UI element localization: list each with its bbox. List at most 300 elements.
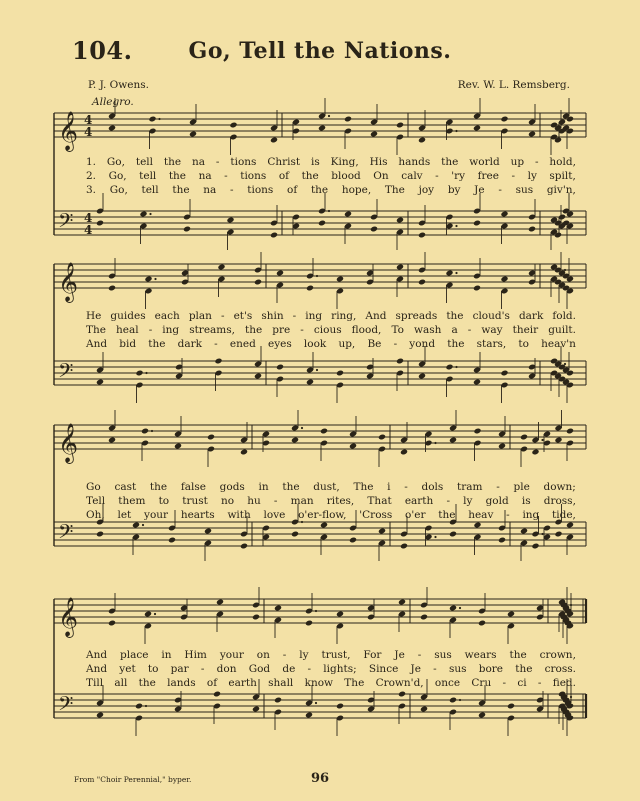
- lyric-syllable: crown,: [539, 649, 576, 661]
- lyric-syllable: stars,: [476, 338, 507, 350]
- note-head: [398, 599, 406, 606]
- lyric-syllable: yet: [119, 663, 136, 675]
- note-head: [473, 285, 481, 292]
- lyric-syllable: sus: [515, 184, 534, 196]
- bass-clef-icon: 𝄢: [58, 209, 74, 237]
- dot: [541, 439, 543, 441]
- note-head: [520, 434, 528, 441]
- lyric-syllable: -: [498, 184, 502, 196]
- dot: [459, 699, 461, 701]
- lyric-syllable: by: [447, 184, 461, 196]
- note-head: [132, 522, 140, 529]
- lyric-syllable: -: [307, 663, 312, 675]
- lyric-syllable: 2.: [86, 170, 97, 182]
- dot: [315, 610, 317, 612]
- note-head: [507, 611, 515, 618]
- lyric-syllable: ing: [522, 509, 540, 521]
- note-head: [305, 712, 313, 719]
- lyric-syllable: the: [509, 649, 527, 661]
- lyric-syllable: Go,: [106, 156, 125, 168]
- lyric-syllable: free: [477, 170, 499, 182]
- note-head: [207, 434, 215, 441]
- lyric-syllable: hold,: [549, 156, 576, 168]
- note-head: [378, 434, 386, 441]
- note-head: [449, 437, 457, 444]
- lyric-syllable: rites,: [326, 495, 355, 507]
- note-head: [473, 522, 481, 529]
- note-head: [420, 614, 428, 621]
- source-credit: From "Choir Perennial," byper.: [74, 775, 192, 784]
- lyric-syllable: lands: [167, 677, 196, 689]
- note-head: [349, 537, 357, 544]
- lyric-syllable: cast: [114, 481, 137, 493]
- note-head: [141, 428, 149, 435]
- lyric-syllable: the: [138, 677, 156, 689]
- note-head: [217, 264, 225, 271]
- note-head: [554, 437, 562, 444]
- dot: [315, 702, 317, 704]
- lyric-syllable: -: [282, 649, 287, 661]
- lyric-syllable: plan: [188, 310, 212, 322]
- note-head: [396, 264, 404, 271]
- note-head: [144, 611, 152, 618]
- note-head: [240, 543, 248, 550]
- dot: [142, 524, 144, 526]
- lyric-syllable: Till: [86, 677, 104, 689]
- note-head: [500, 370, 508, 377]
- lyric-syllable: don: [216, 663, 237, 675]
- note-head: [344, 116, 352, 123]
- dot: [328, 210, 330, 212]
- note-head: [473, 220, 481, 227]
- lyric-syllable: -: [446, 495, 450, 507]
- lyric-syllable: And: [86, 663, 108, 675]
- lyric-syllable: earth: [404, 495, 434, 507]
- lyric-syllable: the: [163, 156, 182, 168]
- lyric-syllable: yond: [409, 338, 436, 350]
- lyric-syllable: ple: [513, 481, 530, 493]
- lyric-syllable: to: [158, 495, 170, 507]
- lyric-syllable: in: [161, 649, 172, 661]
- verse-line: [86, 481, 576, 494]
- lyric-syllable: -: [215, 156, 220, 168]
- bass-clef-icon: 𝄢: [58, 359, 74, 387]
- hymn-title: Go, Tell the Nations.: [188, 38, 452, 64]
- lyric-syllable: your: [144, 509, 169, 521]
- lyric-syllable: tide,: [552, 509, 576, 521]
- lyric-syllable: Since: [368, 663, 399, 675]
- lyric-syllable: The: [344, 677, 365, 689]
- lyric-syllable: -: [404, 481, 408, 493]
- lyric-syllable: trust: [182, 495, 208, 507]
- note-head: [520, 528, 528, 535]
- note-head: [396, 358, 404, 365]
- lyric-syllable: the: [148, 338, 166, 350]
- lyric-syllable: He: [86, 310, 102, 322]
- lyric-syllable: on: [256, 649, 270, 661]
- note-head: [396, 217, 404, 224]
- lyric-syllable: calv: [401, 170, 423, 182]
- lyric-syllable: Go,: [109, 184, 128, 196]
- note-head: [566, 522, 574, 529]
- lyric-syllable: cross.: [544, 663, 576, 675]
- note-head: [500, 276, 508, 283]
- lyric-syllable: 'ry: [451, 170, 466, 182]
- lyric-syllable: up: [510, 156, 525, 168]
- lyric-syllable: sus: [448, 663, 467, 675]
- lyric-syllable: ly: [463, 495, 473, 507]
- lyric-syllable: -: [534, 156, 539, 168]
- note-head: [344, 211, 352, 218]
- verse-line: [86, 649, 576, 662]
- lyric-syllable: way: [481, 324, 503, 336]
- lyric-syllable: the: [310, 184, 329, 196]
- lyric-syllable: ly: [299, 649, 309, 661]
- verse-line: [86, 156, 576, 169]
- lyric-syllable: hope,: [341, 184, 372, 196]
- note-head: [108, 125, 116, 132]
- lyric-syllable: God: [248, 663, 271, 675]
- note-head: [214, 358, 222, 365]
- lyric-syllable: i: [387, 481, 391, 493]
- note-head: [135, 703, 143, 710]
- lyric-syllable: cloud's: [472, 310, 510, 322]
- lyric-syllable: Crown'd,: [375, 677, 424, 689]
- lyric-syllable: o'er: [405, 509, 426, 521]
- lyric-syllable: know: [304, 677, 334, 689]
- lyric-syllable: heav'n: [541, 338, 576, 350]
- dot: [455, 225, 457, 227]
- lyric-syllable: -: [435, 170, 439, 182]
- lyric-syllable: The: [384, 184, 405, 196]
- treble-time-signature-bottom: 4: [84, 125, 93, 139]
- lyric-syllable: -: [229, 184, 234, 196]
- lyric-syllable: The: [353, 481, 374, 493]
- lyric-syllable: guides: [110, 310, 146, 322]
- dot: [459, 607, 461, 609]
- note-head: [336, 611, 344, 618]
- treble-clef-icon: 𝄞: [58, 597, 79, 637]
- verse-line: [86, 310, 576, 323]
- lyric-syllable: -: [506, 509, 510, 521]
- lyric-syllable: tions: [240, 170, 267, 182]
- dot: [455, 272, 457, 274]
- author-credit: Rev. W. L. Remsberg.: [457, 79, 570, 91]
- bass-time-signature-top: 4: [84, 211, 93, 225]
- lyric-syllable: Christ: [267, 156, 301, 168]
- lyric-syllable: the: [168, 170, 187, 182]
- note-head: [449, 697, 457, 704]
- lyric-syllable: Je: [410, 663, 421, 675]
- lyric-syllable: to: [518, 338, 529, 350]
- lyric-syllable: dark: [518, 310, 544, 322]
- note-head: [306, 379, 314, 386]
- lyric-syllable: dols: [421, 481, 444, 493]
- lyric-syllable: bid: [119, 338, 137, 350]
- note-head: [148, 116, 156, 123]
- lyric-syllable: the: [282, 481, 300, 493]
- note-head: [378, 528, 386, 535]
- note-head: [254, 373, 262, 380]
- lyric-syllable: up,: [338, 338, 356, 350]
- note-head: [135, 370, 143, 377]
- note-head: [254, 279, 262, 286]
- note-head: [336, 276, 344, 283]
- lyric-syllable: -: [511, 170, 516, 182]
- bass-clef-icon: 𝄢: [58, 520, 74, 548]
- lyric-syllable: -: [292, 310, 297, 322]
- lyric-syllable: to: [147, 663, 159, 675]
- note-head: [306, 285, 314, 292]
- lyric-syllable: Tell: [86, 495, 106, 507]
- lyric-syllable: And: [86, 338, 108, 350]
- verse-line: [86, 184, 576, 197]
- dot: [151, 430, 153, 432]
- note-head: [445, 364, 453, 371]
- lyric-syllable: et's: [233, 310, 253, 322]
- lyric-syllable: tell: [139, 170, 157, 182]
- lyric-syllable: false: [180, 481, 206, 493]
- lyric-syllable: na: [198, 170, 212, 182]
- lyric-syllable: -: [273, 495, 278, 507]
- note-head: [449, 605, 457, 612]
- dot: [434, 442, 436, 444]
- lyric-syllable: tions: [230, 156, 257, 168]
- treble-clef-icon: 𝄞: [58, 111, 79, 151]
- dot: [158, 118, 160, 120]
- lyric-syllable: gold: [485, 495, 509, 507]
- lyric-syllable: bore: [478, 663, 503, 675]
- lyric-syllable: heal: [116, 324, 139, 336]
- note-head: [554, 531, 562, 538]
- lyric-syllable: Go: [86, 481, 101, 493]
- note-head: [318, 220, 326, 227]
- note-head: [418, 373, 426, 380]
- lyric-syllable: 1.: [86, 156, 97, 168]
- lyric-syllable: eyes: [267, 338, 292, 350]
- lyric-syllable: of: [287, 184, 298, 196]
- lyric-syllable: o'er-flow,: [298, 509, 347, 521]
- lyric-syllable: ring,: [331, 310, 357, 322]
- note-head: [398, 691, 406, 698]
- note-head: [229, 122, 237, 129]
- lyric-syllable: fold.: [552, 310, 576, 322]
- lyric-syllable: dark: [177, 338, 202, 350]
- lyric-syllable: giv'n,: [546, 184, 576, 196]
- lyric-syllable: Cru: [471, 677, 492, 689]
- note-head: [400, 543, 408, 550]
- note-head: [108, 285, 116, 292]
- lyric-syllable: na: [192, 156, 206, 168]
- note-head: [108, 620, 116, 627]
- note-head: [349, 443, 357, 450]
- lyric-syllable: -: [393, 338, 398, 350]
- lyric-syllable: the: [149, 481, 168, 493]
- lyric-syllable: once: [434, 677, 461, 689]
- tempo-marking: Allegro.: [92, 96, 134, 108]
- dot: [316, 369, 318, 371]
- treble-clef-icon: 𝄞: [58, 423, 79, 463]
- lyric-syllable: -: [220, 310, 225, 322]
- lyric-syllable: -: [214, 338, 218, 350]
- lyric-syllable: And: [86, 649, 108, 661]
- note-head: [400, 449, 408, 456]
- dot: [145, 372, 147, 374]
- lyric-syllable: man: [290, 495, 314, 507]
- lyric-syllable: tell: [135, 156, 154, 168]
- treble-time-signature-top: 4: [84, 113, 93, 127]
- lyric-syllable: 'Cross: [359, 509, 393, 521]
- lyric-syllable: with: [227, 509, 251, 521]
- lyric-syllable: hands: [398, 156, 431, 168]
- lyric-syllable: Oh,: [86, 509, 105, 521]
- note-head: [500, 116, 508, 123]
- note-head: [226, 217, 234, 224]
- lyric-syllable: -: [300, 324, 304, 336]
- dot: [564, 363, 566, 365]
- note-head: [174, 443, 182, 450]
- note-head: [276, 364, 284, 371]
- note-head: [528, 131, 536, 138]
- lyric-syllable: love: [263, 509, 286, 521]
- lyric-syllable: spreads: [395, 310, 438, 322]
- lyric-syllable: the: [515, 663, 533, 675]
- lyric-syllable: For: [363, 649, 382, 661]
- note-head: [498, 443, 506, 450]
- verse-line: [86, 495, 576, 508]
- note-head: [531, 449, 539, 456]
- dot: [154, 613, 156, 615]
- lyric-syllable: the: [301, 170, 319, 182]
- note-head: [183, 226, 191, 233]
- lyric-syllable: heav: [468, 509, 494, 521]
- verse-line: [86, 338, 576, 351]
- lyric-syllable: hu: [247, 495, 261, 507]
- note-head: [96, 531, 104, 538]
- note-head: [445, 270, 453, 277]
- note-head: [240, 449, 248, 456]
- lyric-syllable: Je: [394, 649, 405, 661]
- lyric-syllable: your: [219, 649, 244, 661]
- lyric-syllable: par: [170, 663, 189, 675]
- dot: [455, 366, 457, 368]
- lyric-syllable: cious: [313, 324, 342, 336]
- note-head: [213, 691, 221, 698]
- verse-line: [86, 677, 576, 690]
- dot: [328, 115, 330, 117]
- note-head: [370, 226, 378, 233]
- lyric-syllable: down;: [543, 481, 576, 493]
- note-head: [336, 703, 344, 710]
- note-head: [274, 605, 282, 612]
- lyric-syllable: wash: [414, 324, 442, 336]
- note-head: [370, 131, 378, 138]
- lyric-syllable: -: [467, 324, 472, 336]
- note-head: [270, 137, 278, 144]
- note-head: [96, 379, 104, 386]
- lyric-syllable: Be: [367, 338, 382, 350]
- note-head: [291, 531, 299, 538]
- lyric-syllable: let: [117, 509, 132, 521]
- dot: [541, 533, 543, 535]
- dot: [301, 427, 303, 429]
- dot: [455, 130, 457, 132]
- lyric-syllable: trust,: [321, 649, 351, 661]
- page-number: 96: [310, 771, 330, 786]
- lyric-syllable: the: [441, 156, 459, 168]
- lyric-syllable: tram: [457, 481, 483, 493]
- dot: [564, 269, 566, 271]
- lyric-syllable: -: [224, 170, 228, 182]
- note-head: [96, 220, 104, 227]
- note-head: [418, 279, 426, 286]
- lyric-syllable: the: [446, 310, 464, 322]
- lyric-syllable: earth: [228, 677, 257, 689]
- note-head: [418, 137, 426, 144]
- lyric-syllable: shin: [261, 310, 284, 322]
- note-head: [473, 428, 481, 435]
- lyric-syllable: pre: [272, 324, 291, 336]
- lyric-syllable: 3.: [86, 184, 97, 196]
- note-head: [305, 620, 313, 627]
- lyric-syllable: look: [303, 338, 327, 350]
- lyric-syllable: streams,: [189, 324, 235, 336]
- note-head: [204, 528, 212, 535]
- note-head: [139, 211, 147, 218]
- note-head: [478, 712, 486, 719]
- lyric-syllable: And: [365, 310, 387, 322]
- note-head: [500, 211, 508, 218]
- verse-line: [86, 663, 576, 676]
- note-head: [168, 537, 176, 544]
- lyric-syllable: His: [369, 156, 388, 168]
- note-head: [270, 232, 278, 239]
- note-head: [418, 232, 426, 239]
- lyric-syllable: na: [203, 184, 217, 196]
- note-head: [252, 706, 260, 713]
- lyric-syllable: gods: [219, 481, 245, 493]
- note-head: [498, 537, 506, 544]
- lyric-syllable: -: [496, 481, 500, 493]
- dot: [145, 705, 147, 707]
- note-head: [528, 226, 536, 233]
- lyric-syllable: wears: [464, 649, 497, 661]
- note-head: [420, 706, 428, 713]
- lyric-syllable: the: [447, 338, 465, 350]
- dot: [149, 213, 151, 215]
- lyric-syllable: of: [206, 677, 218, 689]
- lyric-syllable: ci: [517, 677, 527, 689]
- lyric-syllable: -: [148, 324, 153, 336]
- lyric-syllable: -: [200, 663, 205, 675]
- note-head: [507, 703, 515, 710]
- lyric-syllable: tions: [247, 184, 274, 196]
- lyric-syllable: de: [282, 663, 296, 675]
- lyric-syllable: all: [114, 677, 128, 689]
- lyric-syllable: ing: [162, 324, 180, 336]
- lyric-syllable: King,: [330, 156, 359, 168]
- lyric-syllable: Him: [184, 649, 207, 661]
- lyric-syllable: dross,: [543, 495, 576, 507]
- lyric-syllable: -: [502, 677, 507, 689]
- lyric-syllable: no: [221, 495, 235, 507]
- lyric-syllable: joy: [418, 184, 435, 196]
- note-head: [318, 125, 326, 132]
- hymn-number: 104.: [72, 36, 133, 65]
- lyric-syllable: their: [512, 324, 539, 336]
- lyric-syllable: a: [451, 324, 458, 336]
- note-head: [144, 276, 152, 283]
